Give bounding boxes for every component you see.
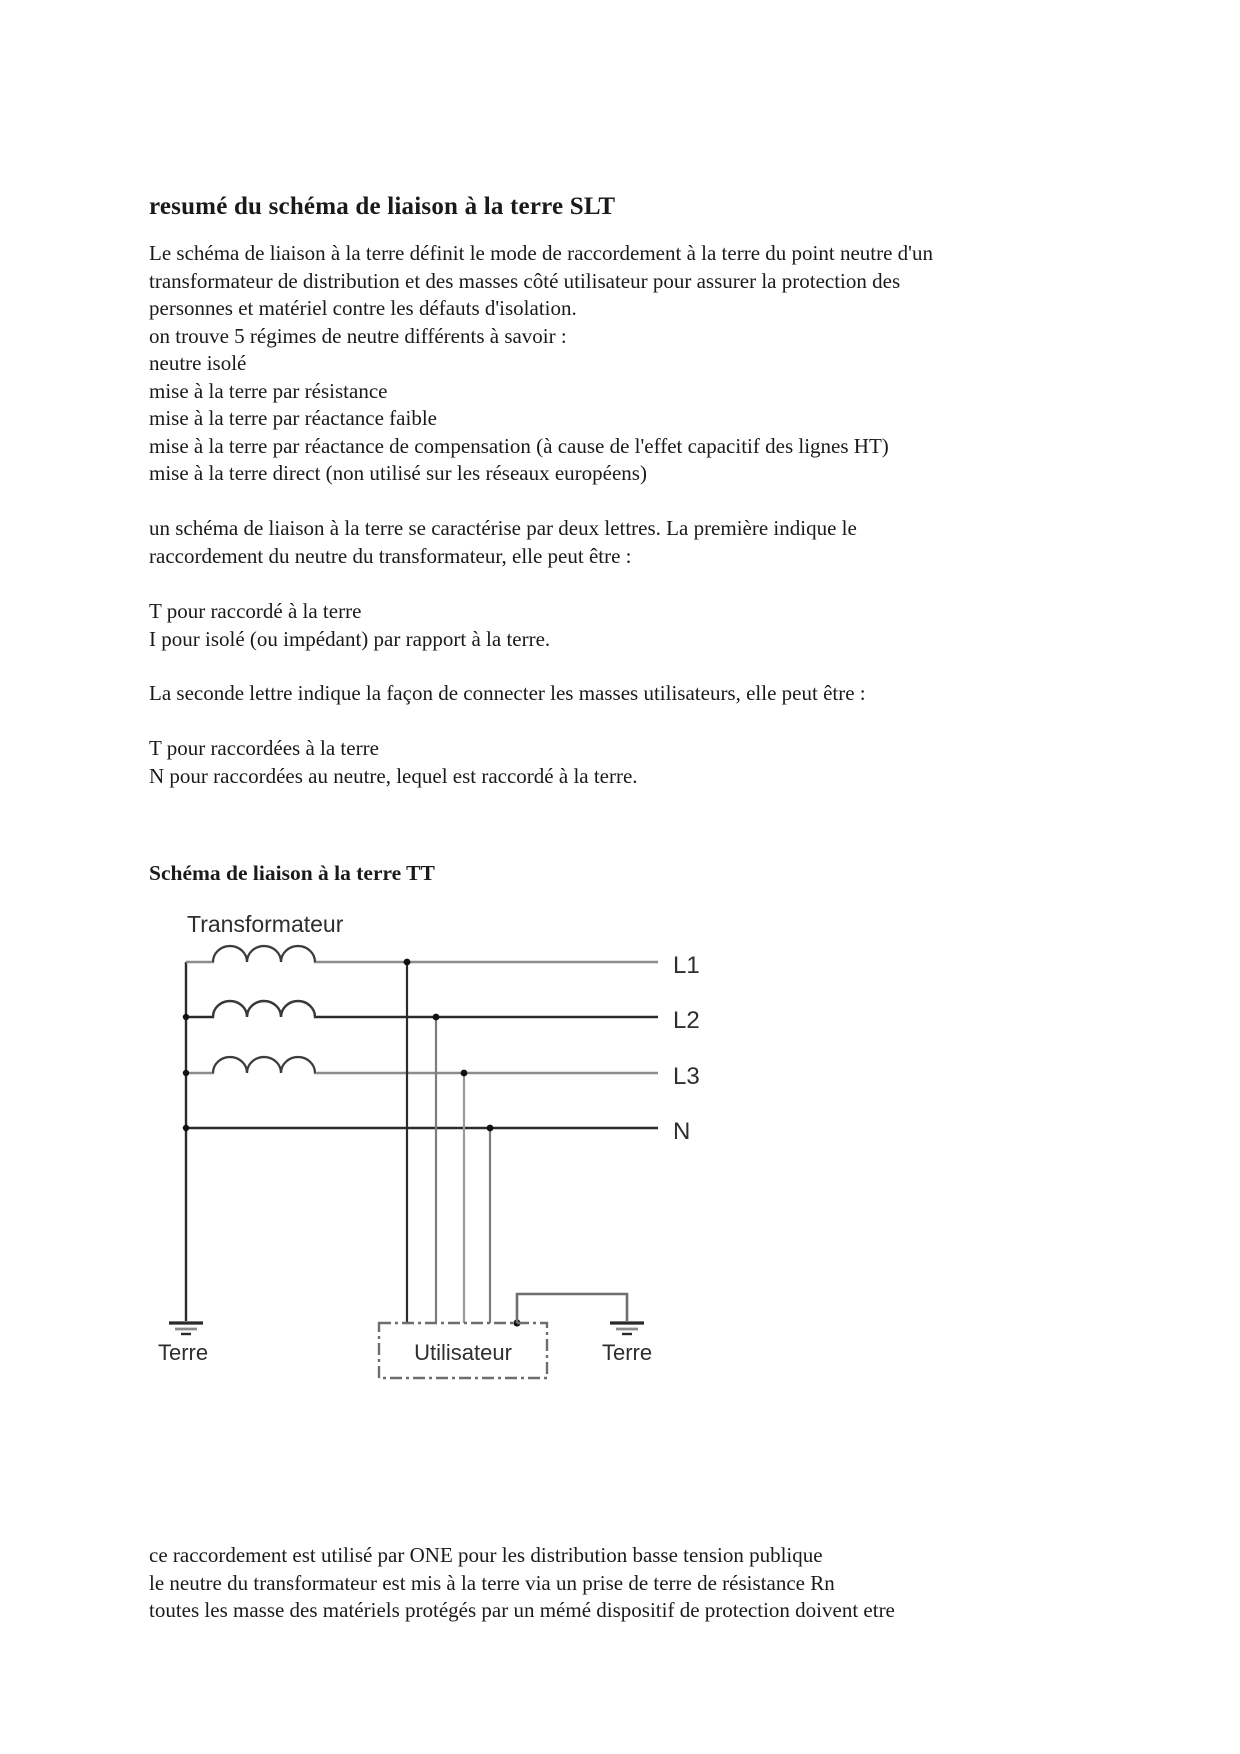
ground-right-label: Terre bbox=[602, 1340, 653, 1365]
label-l1: L1 bbox=[673, 952, 700, 979]
paragraph-footer bbox=[149, 1542, 895, 1625]
text-line: N pour raccordées au neutre, lequel est raccordé à la terre. bbox=[149, 763, 638, 788]
earth-symbol-left-icon bbox=[169, 1323, 203, 1334]
text-line: mise à la terre direct (non utilisé sur les réseaux européens) bbox=[149, 461, 647, 485]
label-n: N bbox=[673, 1118, 691, 1145]
tt-circuit-diagram bbox=[150, 900, 710, 1400]
paragraph-first-letter bbox=[149, 515, 857, 570]
earth-link-wire bbox=[517, 1294, 627, 1323]
transformer-label: Transformateur bbox=[187, 911, 344, 937]
document-title: resumé du schéma de liaison à la terre SLT bbox=[149, 192, 616, 220]
junction-dot bbox=[404, 959, 411, 966]
text-line: on trouve 5 régimes de neutre différents à savoir : bbox=[149, 323, 567, 348]
junction-dot bbox=[183, 1014, 189, 1020]
paragraph-second-letter-values bbox=[149, 735, 638, 790]
junction-dot bbox=[487, 1125, 494, 1132]
coil-l1-icon bbox=[213, 946, 315, 962]
text-line: T pour raccordées à la terre bbox=[149, 736, 379, 760]
text-line: mise à la terre par résistance bbox=[149, 378, 388, 403]
text-line: un schéma de liaison à la terre se caractérise par deux lettres. La première indique le bbox=[149, 516, 857, 540]
text-line: neutre isolé bbox=[149, 351, 247, 375]
text-line: toutes les masse des matériels protégés par un mémé dispositif de protection doivent etre bbox=[149, 1598, 895, 1622]
junction-dot bbox=[183, 1070, 189, 1076]
earth-symbol-right-icon bbox=[610, 1323, 644, 1334]
junction-dot bbox=[433, 1014, 440, 1021]
label-l3: L3 bbox=[673, 1063, 700, 1090]
text-line: le neutre du transformateur est mis à la terre via un prise de terre de résistance Rn bbox=[149, 1570, 835, 1595]
text-line: I pour isolé (ou impédant) par rapport à la terre. bbox=[149, 626, 551, 651]
heading-schema-tt: Schéma de liaison à la terre TT bbox=[149, 860, 435, 885]
text-line: Le schéma de liaison à la terre définit le mode de raccordement à la terre du point neutre d'un bbox=[149, 241, 933, 265]
coil-l3-icon bbox=[213, 1057, 315, 1073]
text-line: mise à la terre par réactance de compensation (à cause de l'effet capacitif des lignes HT) bbox=[149, 433, 889, 458]
label-l2: L2 bbox=[673, 1007, 700, 1034]
text-line: La seconde lettre indique la façon de connecter les masses utilisateurs, elle peut être : bbox=[149, 681, 866, 705]
load-label: Utilisateur bbox=[414, 1340, 512, 1365]
paragraph-intro bbox=[149, 240, 933, 488]
text-line: mise à la terre par réactance faible bbox=[149, 406, 437, 430]
paragraph-first-letter-values bbox=[149, 598, 550, 653]
text-line: personnes et matériel contre les défauts d'isolation. bbox=[149, 296, 577, 320]
text-line: transformateur de distribution et des masses côté utilisateur pour assurer la protection des bbox=[149, 268, 901, 293]
junction-dot bbox=[461, 1070, 468, 1077]
paragraph-second-letter bbox=[149, 680, 866, 708]
ground-left-label: Terre bbox=[158, 1340, 209, 1365]
text-line: T pour raccordé à la terre bbox=[149, 599, 362, 623]
text-line: raccordement du neutre du transformateur, elle peut être : bbox=[149, 543, 632, 568]
coil-l2-icon bbox=[213, 1001, 315, 1017]
text-line: ce raccordement est utilisé par ONE pour les distribution basse tension publique bbox=[149, 1543, 823, 1567]
junction-dot bbox=[183, 1125, 189, 1131]
